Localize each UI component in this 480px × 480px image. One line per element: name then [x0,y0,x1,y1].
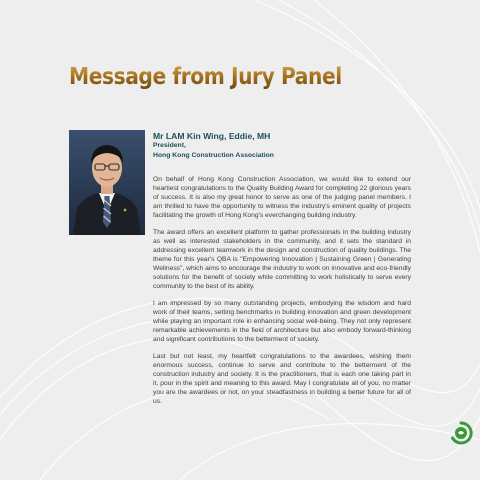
message-paragraph-2: The award offers an excellent platform to gather professionals in the building industry as well as interested stakeholders in the community, and it sets the standard in addressing excellent teamwork in the design and construction of quality buildings. The theme for this year's QBA is "Empowering Innovation | Sustaining Green | Generating Wellness", which aims to encourage the industry to work on innovative and eco-friendly solutions for the benefit of society while committing to work holistically to serve every community to the best of its ability. [153,229,411,290]
author-header [153,131,274,160]
message-body [153,175,411,414]
author-position: President, [153,142,186,149]
author-name: Mr LAM Kin Wing, Eddie, MH [153,131,271,141]
message-paragraph-1: On behalf of Hong Kong Construction Association, we would like to extend our heartiest congratulations to the Quality Building Award for completing 22 glorious years of success. It is also my great honor to serve as one of the judging panel members. I am thrilled to have the opportunity to witness the industry's eminent quality of projects facilitating the growth of Hong Kong's everchanging building industry. [153,176,411,219]
message-paragraph-3: I am impressed by so many outstanding projects, embodying the wisdom and hard work of their teams, setting benchmarks in building innovation and green development while playing an important role in enhancing social well-being. They not only represent remarkable achievements in the field of architecture but also embody forward-thinking and significant contributions to the betterment of society. [153,300,411,343]
page-title: Message from Jury Panel [69,64,342,90]
author-organization: Hong Kong Construction Association [153,151,274,159]
author-portrait [69,130,145,235]
corner-logo-badge [449,421,473,445]
message-paragraph-4: Last but not least, my heartfelt congratulations to the awardees, wishing them enormous success, continue to serve and contribute to the betterment of the construction industry and society. It is the practitioners, that is each one taking part in it, pour in the spirit and meaning to this award. May I congratulate all of you, no matter you are the awardees or not, on your steadfastness in building a better future for all of us. [153,353,411,405]
portrait-illustration [69,130,145,235]
